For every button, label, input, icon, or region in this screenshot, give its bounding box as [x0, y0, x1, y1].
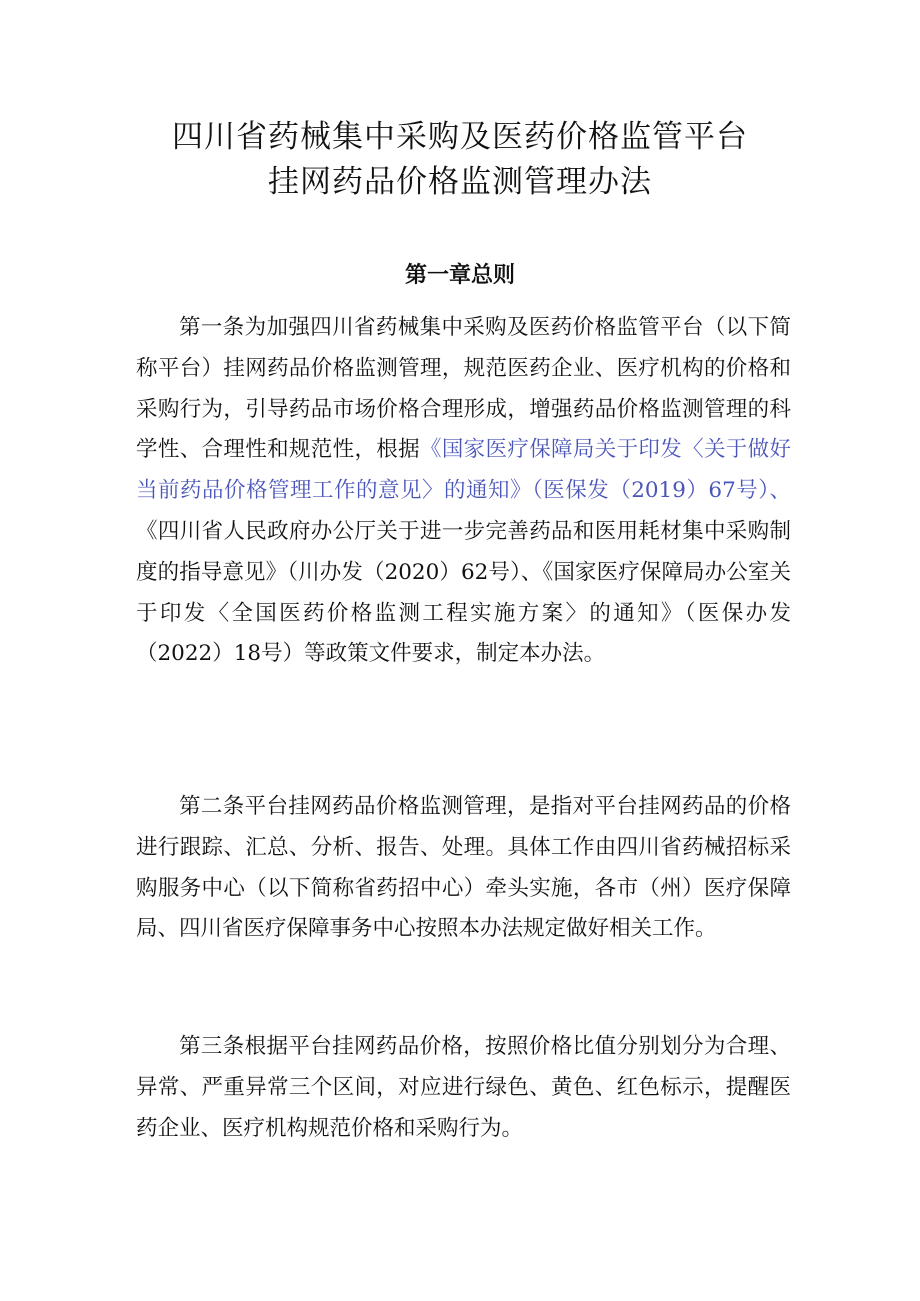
- article-1-text-before-link: 第一条为加强四川省药械集中采购及医药价格监管平台（以下简称平台）挂网药品价格监测管理，规范医药企业、医疗机构的价格和采购行为，引导药品市场价格合理形成，增强药品价格监测管理的科学性、合理性和规范性，根据: [136, 315, 791, 463]
- document-title-line-1: 四川省药械集中采购及医药价格监管平台: [172, 119, 748, 155]
- document-title-line-2: 挂网药品价格监测管理办法: [268, 164, 652, 200]
- article-1: [136, 308, 791, 675]
- policy-link[interactable]: 《国家医疗保障局关于印发〈关于做好当前药品价格管理工作的意见〉的通知》（医保发（2019）67号）、: [136, 437, 791, 504]
- article-3: 第三条根据平台挂网药品价格，按照价格比值分别划分为合理、异常、严重异常三个区间，对应进行绿色、黄色、红色标示，提醒医药企业、医疗机构规范价格和采购行为。: [136, 1034, 791, 1141]
- chapter-heading: 第一章总则: [404, 263, 515, 288]
- article-1-text-after-link: 《四川省人民政府办公厅关于进一步完善药品和医用耗材集中采购制度的指导意见》（川办发（2020）62号）、《国家医疗保障局办公室关于印发〈全国医药价格监测工程实施方案〉的通知》（医保办发（2022）18号）等政策文件要求，制定本办法。: [136, 518, 791, 667]
- article-2: 第二条平台挂网药品价格监测管理，是指对平台挂网药品的价格进行跟踪、汇总、分析、报告、处理。具体工作由四川省药械招标采购服务中心（以下简称省药招中心）牵头实施，各市（州）医疗保障局、四川省医疗保障事务中心按照本办法规定做好相关工作。: [136, 794, 791, 942]
